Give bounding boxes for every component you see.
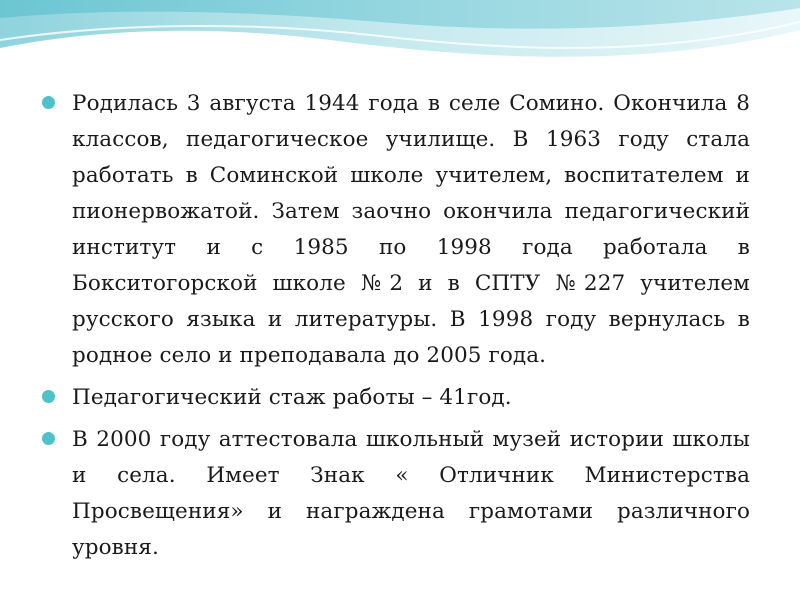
bullet-text: Педагогический стаж работы – 41год. <box>72 385 512 410</box>
header-wave-decoration <box>0 0 800 90</box>
bullet-item-experience <box>38 380 750 416</box>
bullet-text: Родилась 3 августа 1944 года в селе Сомино. Окончила 8 классов, педагогическое училище. В 1963 году стала работать в Соминской школе учителем, воспитателем и пионервожатой. Затем заочно окончила педагогический институт и с 1985 по 1998 года работала в Бокситогорской школе №2 и в СПТУ №227 учителем русского языка и литературы. В 1998 году вернулась в родное село и преподавала до 2005 года. <box>72 91 750 368</box>
bullet-item-awards <box>38 422 750 566</box>
bullet-item-biography <box>38 86 750 374</box>
bullet-dot-icon <box>42 432 55 445</box>
bullet-list <box>38 86 750 572</box>
bullet-dot-icon <box>42 96 55 109</box>
bullet-text: В 2000 году аттестовала школьный музей истории школы и села. Имеет Знак « Отличник Министерства Просвещения» и награждена грамотами различного уровня. <box>72 427 750 560</box>
bullet-dot-icon <box>42 390 55 403</box>
